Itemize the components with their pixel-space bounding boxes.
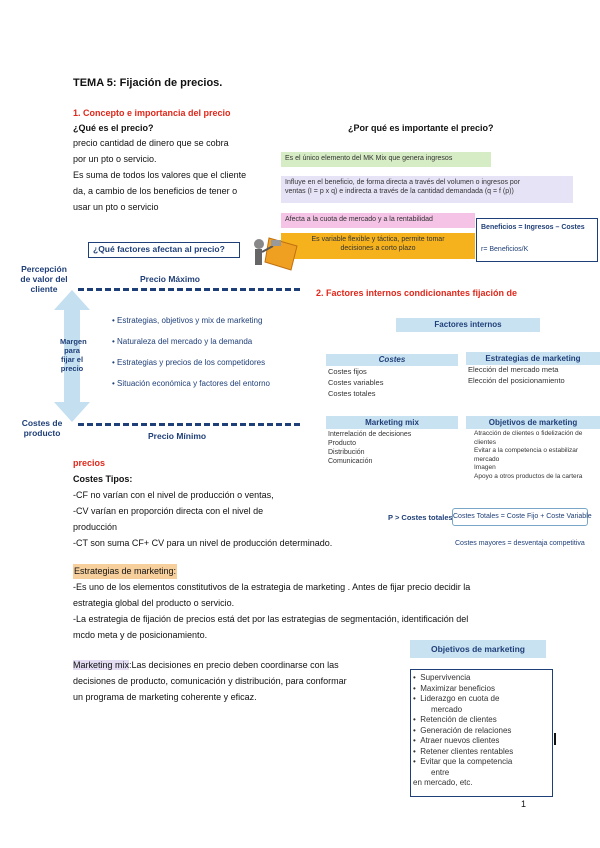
- internal-factors-header: Factores internos: [396, 318, 540, 332]
- p-costes-label: P > Costes totales: [388, 513, 453, 522]
- factor-item: • Naturaleza del mercado y la demanda: [112, 337, 253, 346]
- production-cost-line-2: producto: [23, 428, 61, 438]
- estrategias-header: Estrategias de marketing: [466, 352, 600, 365]
- formula-return: r= Beneficios/K: [481, 246, 529, 253]
- section2-heading: 2. Factores internos condicionantes fijación de: [316, 288, 518, 298]
- obj-box-header: Objetivos de marketing: [410, 640, 546, 658]
- costes-tipos-label: Costes Tipos:: [73, 474, 133, 484]
- margin-line-4: precio: [60, 364, 84, 373]
- objetivos-list: Atracción de clientes o fidelización de clientes Evitar a la competencia o estabilizar mercado Imagen Apoyo a otros productos de la cartera: [474, 430, 583, 480]
- def-line-5: usar un pto o servicio: [73, 202, 159, 212]
- page-number: 1: [521, 799, 527, 809]
- price-max-line: [78, 288, 300, 291]
- costes-list: Costes fijos Costes variables Costes totales: [328, 367, 384, 398]
- formula-benefits: Beneficios = Ingresos – Costes: [481, 224, 585, 231]
- reason-box-1: Es el único elemento del MK Mix que genera ingresos: [281, 152, 491, 167]
- price-max-label: Precio Máximo: [140, 274, 200, 284]
- reason-box-4-line-1: Es variable flexible y táctica, permite tomar: [311, 236, 445, 243]
- mix-paragraph-line-3: un programa de marketing coherente y eficaz.: [73, 692, 257, 702]
- def-line-1: precio cantidad de dinero que se cobra: [73, 138, 229, 148]
- factors-list: [112, 310, 270, 394]
- mix-label: Marketing mix: [73, 660, 130, 670]
- section2-heading-cont: precios: [73, 458, 106, 468]
- reason-box-2-line-2: ventas (I = p x q) e indirecta a través de la cantidad demandada (q = f (p)): [285, 188, 514, 195]
- obj-item: • Liderazgo en cuota de: [413, 694, 500, 703]
- customer-value-line-3: cliente: [30, 284, 58, 294]
- def-line-4: da, a cambio de los beneficios de tener o: [73, 186, 238, 196]
- obj-item-cont: mercado: [431, 704, 463, 714]
- estrategias-line-3: -La estrategia de fijación de precios está det por las estrategias de segmentación, identificación del: [73, 614, 469, 624]
- objetivos-header: Objetivos de marketing: [466, 416, 600, 429]
- obj-box-list: [413, 673, 550, 789]
- mix-paragraph-line-2: decisiones de producto, comunicación y distribución, para conformar: [73, 676, 347, 686]
- margin-label: [60, 337, 87, 373]
- costes-header: Costes: [326, 354, 458, 366]
- price-min-line: [78, 423, 300, 426]
- mix-header: Marketing mix: [326, 416, 458, 429]
- cursor-mark: [554, 733, 556, 745]
- ct-formula-box: Costes Totales = Coste Fijo + Coste Variable: [452, 508, 588, 526]
- desventaja-label: Costes mayores = desventaja competitiva: [455, 540, 585, 547]
- obj-item: • Atraer nuevos clientes: [413, 736, 500, 745]
- customer-value-line-1: Percepción: [21, 264, 67, 274]
- obj-item: • Evitar que la competencia: [413, 757, 513, 766]
- obj-item-cont: entre: [431, 767, 450, 777]
- obj-item-cont: en mercado, etc.: [413, 778, 473, 787]
- reason-box-3: Afecta a la cuota de mercado y a la rentabilidad: [281, 213, 475, 228]
- cost-line-4: -CT son suma CF+ CV para un nivel de producción determinado.: [73, 538, 333, 548]
- reason-box-2: [281, 176, 573, 203]
- customer-value-line-2: de valor del: [20, 274, 68, 284]
- obj-item: • Maximizar beneficios: [413, 683, 495, 693]
- obj-item: • Generación de relaciones: [413, 725, 512, 735]
- section1-heading: 1. Concepto e importancia del precio: [73, 108, 231, 118]
- production-cost-label: [14, 418, 70, 438]
- reason-box-2-line-1: Influye en el beneficio, de forma directa a través del volumen o ingresos por: [285, 179, 521, 186]
- factors-question-box: ¿Qué factores afectan al precio?: [88, 242, 240, 258]
- reason-box-4: [281, 233, 475, 259]
- cost-line-3: producción: [73, 522, 118, 532]
- obj-item: • Retención de clientes: [413, 715, 497, 724]
- question-what-is-price: ¿Qué es el precio?: [73, 123, 154, 133]
- margin-line-3: fijar el: [60, 355, 84, 364]
- estrategias-line-4: mcdo meta y de posicionamiento.: [73, 630, 208, 640]
- factor-item: • Situación económica y factores del entorno: [112, 379, 271, 388]
- factor-item: • Estrategias y precios de los competidores: [112, 358, 266, 367]
- def-line-3: Es suma de todos los valores que el cliente: [73, 170, 247, 180]
- question-why-important: ¿Por qué es importante el precio?: [348, 123, 494, 133]
- estrategias-label: Estrategias de marketing:: [73, 564, 177, 579]
- production-cost-line-1: Costes de: [21, 418, 63, 428]
- price-min-label: Precio Mínimo: [148, 431, 207, 441]
- margin-line-1: Margen: [60, 337, 87, 346]
- obj-item: • Supervivencia: [413, 673, 471, 682]
- factor-item: • Estrategias, objetivos y mix de marketing: [112, 316, 263, 325]
- mix-paragraph-line-1: Marketing mix:Las decisiones en precio deben coordinarse con las: [73, 660, 339, 670]
- estrategias-line-2: estrategia global del producto o servicio.: [73, 598, 235, 608]
- page-title: TEMA 5: Fijación de precios.: [73, 77, 223, 89]
- cost-line-2: -CV varían en proporción directa con el nivel de: [73, 506, 264, 516]
- estrategias-list: Elección del mercado meta Elección del posicionamiento: [468, 365, 565, 385]
- cost-line-1: -CF no varían con el nivel de producción o ventas,: [73, 490, 274, 500]
- obj-item: • Retener clientes rentables: [413, 746, 514, 756]
- formula-box: [476, 218, 598, 262]
- obj-box: [410, 669, 553, 797]
- mix-list: Interrelación de decisiones Producto Distribución Comunicación: [328, 431, 412, 465]
- margin-line-2: para: [64, 346, 80, 355]
- def-line-2: por un pto o servicio.: [73, 154, 157, 164]
- illustration-icon: [247, 232, 305, 274]
- estrategias-line-1: -Es uno de los elementos constitutivos de la estrategia de marketing . Antes de fijar precio decidir la: [73, 582, 471, 592]
- reason-box-4-line-2: decisiones a corto plazo: [340, 245, 416, 252]
